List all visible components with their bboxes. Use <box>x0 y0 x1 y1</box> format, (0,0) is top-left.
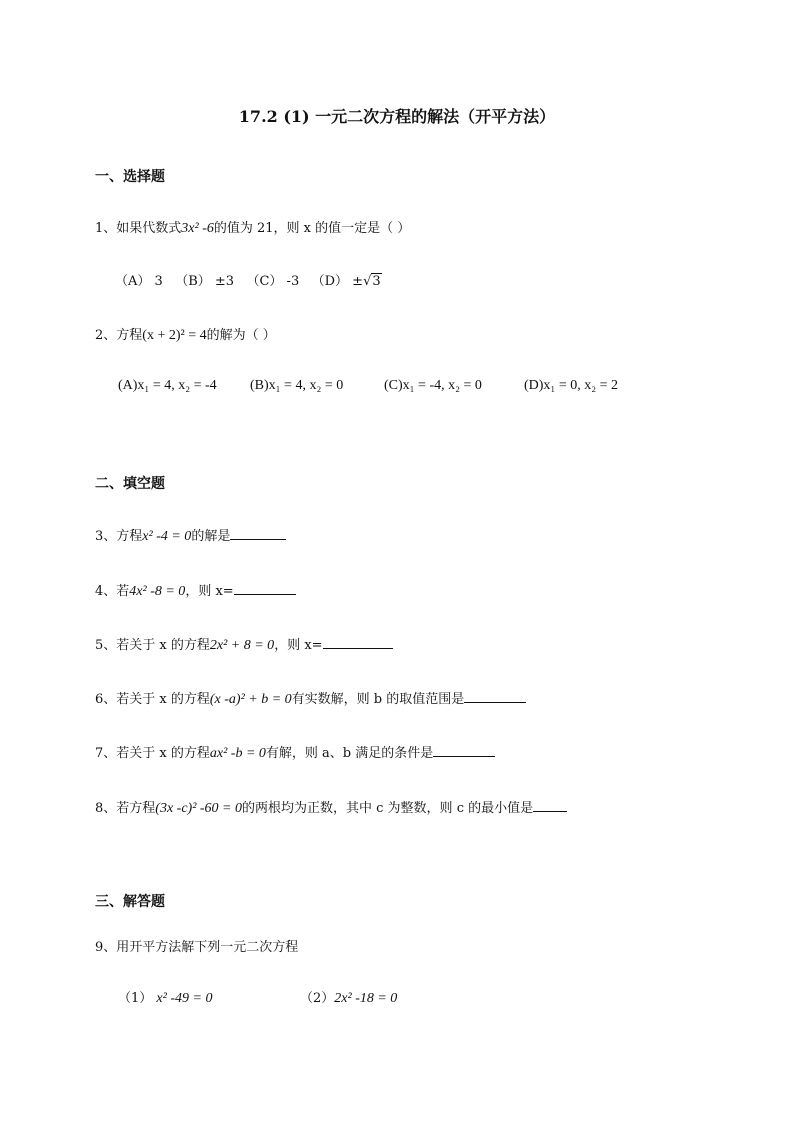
question-1-prefix: 1、如果代数式 <box>95 221 182 236</box>
question-4-suffix: ，则 x= <box>185 584 234 599</box>
question-7 <box>95 742 495 762</box>
question-4 <box>95 580 296 600</box>
question-1 <box>95 217 410 237</box>
question-3 <box>95 525 286 545</box>
section-heading-fill: 二、填空题 <box>95 476 165 492</box>
question-7-suffix: 有解，则 a、b 满足的条件是 <box>265 746 434 761</box>
sqrt-argument: 3 <box>372 274 381 289</box>
question-1-options <box>115 270 382 289</box>
question-9-part-1 <box>118 987 212 1007</box>
question-6 <box>95 688 526 708</box>
question-7-prefix: 7、若关于 x 的方程 <box>95 746 210 761</box>
page-title: 17.2 (1) 一元二次方程的解法（开平方法） <box>238 107 556 126</box>
question-4-expression: 4x² -8 = 0 <box>129 584 186 599</box>
answer-blank[interactable] <box>533 799 567 812</box>
part-expression: x² -49 = 0 <box>156 991 213 1006</box>
question-8-prefix: 8、若方程 <box>95 801 156 816</box>
question-2-prefix: 2、方程 <box>95 328 143 343</box>
section-heading-solve: 三、解答题 <box>95 894 165 910</box>
question-9-part-2 <box>300 987 397 1007</box>
question-5-expression: 2x² + 8 = 0 <box>209 638 275 653</box>
question-8-expression: (3x -c)² -60 = 0 <box>155 801 243 816</box>
question-5 <box>95 634 393 654</box>
question-9: 9、用开平方法解下列一元二次方程 <box>95 940 299 955</box>
part-label: （2） <box>300 991 335 1006</box>
answer-blank[interactable] <box>230 527 286 540</box>
answer-blank[interactable] <box>234 582 296 595</box>
option-c: （C） -3 <box>246 274 300 289</box>
sqrt-symbol: √ <box>363 274 372 289</box>
question-3-prefix: 3、方程 <box>95 529 143 544</box>
question-4-prefix: 4、若 <box>95 584 130 599</box>
section-heading-choice: 一、选择题 <box>95 169 165 185</box>
question-8 <box>95 797 567 817</box>
option-a: （A） 3 <box>115 274 163 289</box>
question-1-suffix: 的值为 21，则 x 的值一定是（ ） <box>213 221 411 236</box>
question-2-expression: (x + 2)² = 4 <box>142 328 207 343</box>
question-1-expression: 3x² -6 <box>181 221 214 236</box>
question-2-option-b: (B)x₁ = 4, x₂ = 0 <box>250 378 344 393</box>
question-7-expression: ax² -b = 0 <box>209 746 266 761</box>
option-b: （B） ±3 <box>175 274 235 289</box>
answer-blank[interactable] <box>464 690 526 703</box>
question-2-suffix: 的解为（ ） <box>206 328 276 343</box>
question-2 <box>95 324 276 344</box>
part-expression: 2x² -18 = 0 <box>334 991 398 1006</box>
answer-blank[interactable] <box>433 744 495 757</box>
question-3-suffix: 的解是 <box>191 529 231 544</box>
question-6-expression: (x -a)² + b = 0 <box>209 692 292 707</box>
question-5-prefix: 5、若关于 x 的方程 <box>95 638 210 653</box>
answer-blank[interactable] <box>323 636 393 649</box>
question-6-suffix: 有实数解，则 b 的取值范围是 <box>291 692 465 707</box>
option-d: （D） ± <box>311 274 364 289</box>
question-8-suffix: 的两根均为正数，其中 c 为整数，则 c 的最小值是 <box>242 801 534 816</box>
question-2-option-d: (D)x₁ = 0, x₂ = 2 <box>524 378 618 393</box>
question-5-suffix: ，则 x= <box>274 638 323 653</box>
question-2-option-c: (C)x₁ = -4, x₂ = 0 <box>384 378 482 393</box>
part-label: （1） <box>118 991 153 1006</box>
question-3-expression: x² -4 = 0 <box>142 529 192 544</box>
question-2-option-a: (A)x₁ = 4, x₂ = -4 <box>118 378 217 393</box>
question-6-prefix: 6、若关于 x 的方程 <box>95 692 210 707</box>
